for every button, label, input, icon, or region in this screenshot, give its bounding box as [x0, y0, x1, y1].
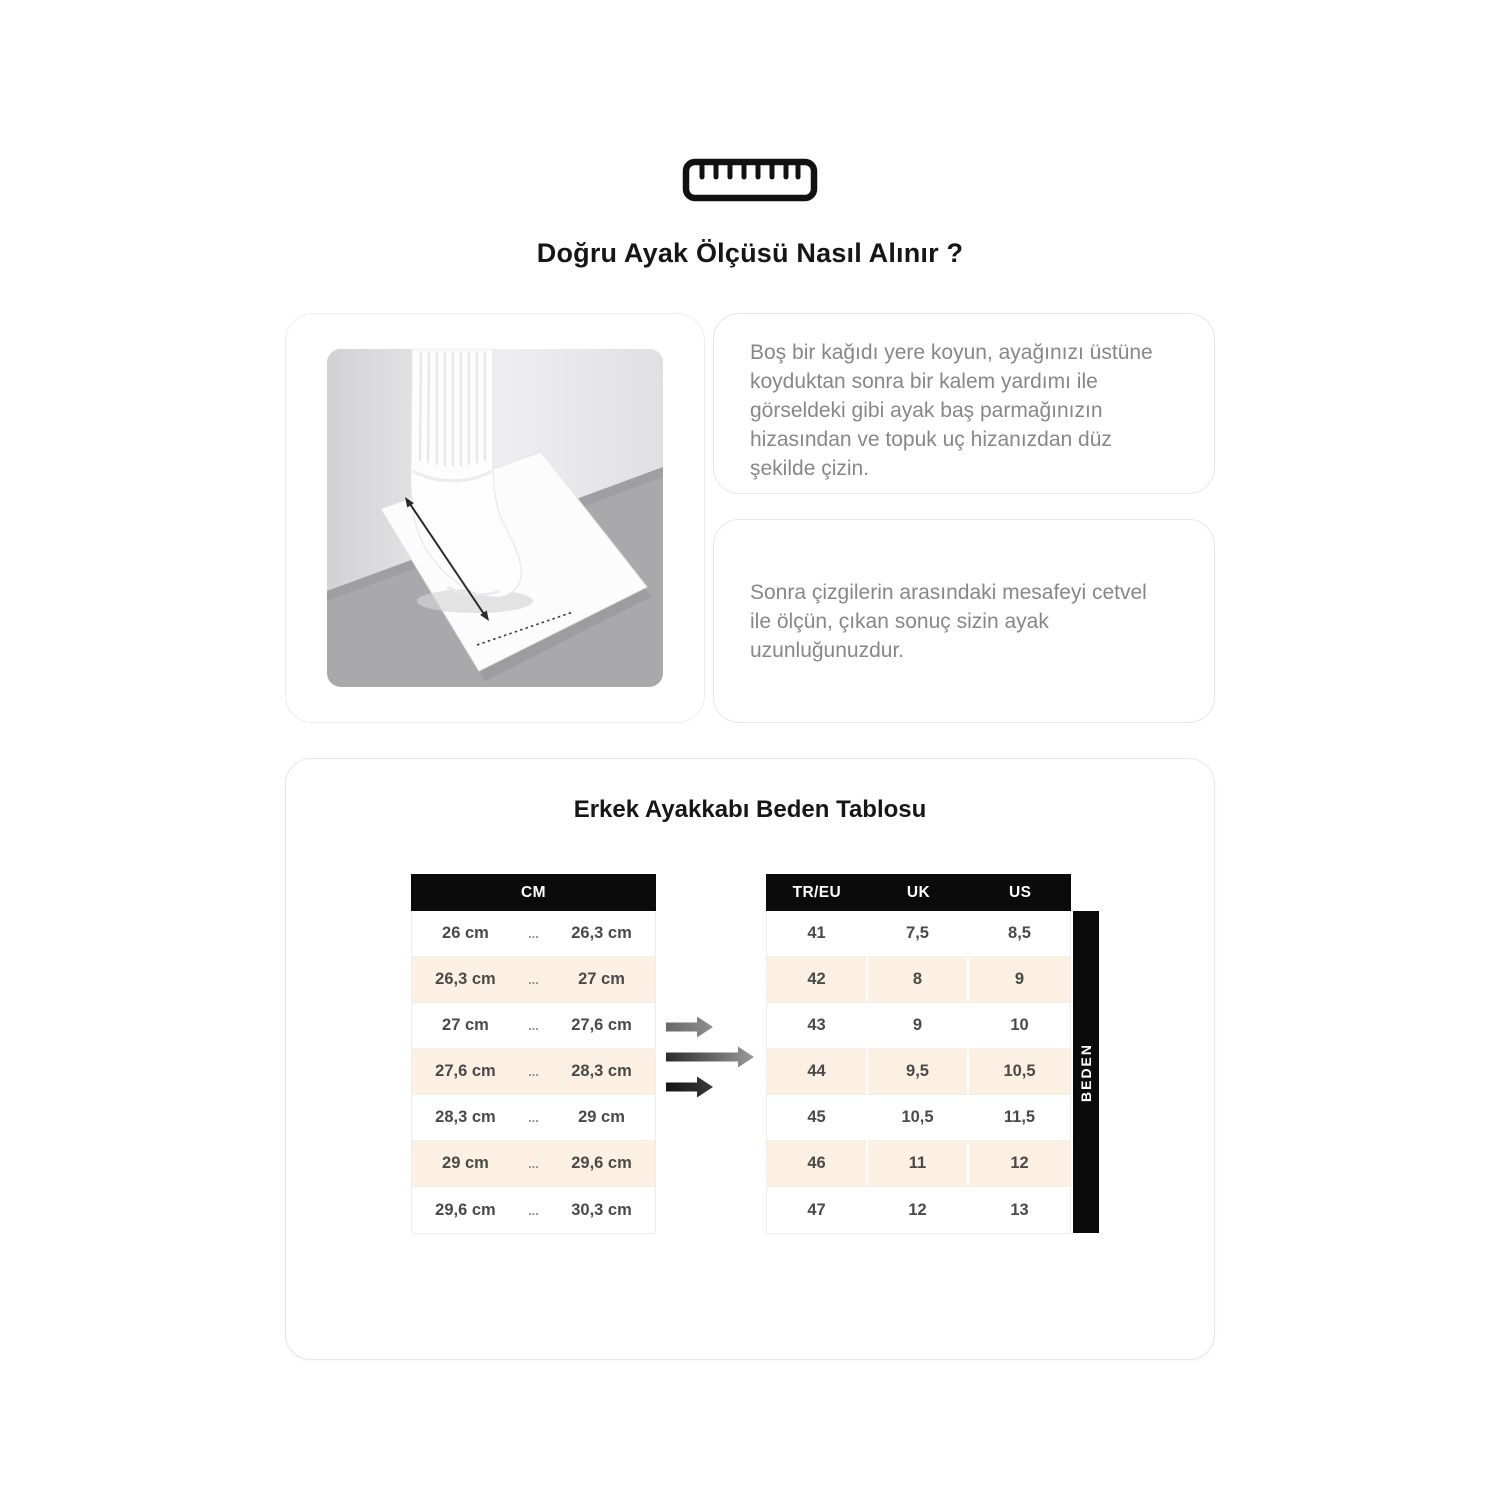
cm-range-from: 27 cm	[442, 1016, 489, 1034]
page-content	[285, 0, 1215, 1360]
cm-range-to: 27 cm	[578, 970, 625, 988]
cm-range-from: 28,3 cm	[435, 1108, 496, 1126]
measure-photo-card	[285, 313, 705, 723]
size-table-row	[767, 1141, 1070, 1187]
size-cell-us: 10	[1010, 1016, 1029, 1034]
cm-range-to: 29 cm	[578, 1108, 625, 1126]
cm-table-header: CM	[411, 874, 656, 911]
size-cell-uk: 10,5	[868, 1095, 969, 1140]
size-cell-uk: 12	[868, 1187, 969, 1233]
size-chart-title: Erkek Ayakkabı Beden Tablosu	[573, 796, 927, 823]
instruction-cards-column	[713, 313, 1215, 723]
cm-range-to: 30,3 cm	[571, 1200, 632, 1219]
ruler-icon	[682, 158, 818, 202]
foot-on-paper-illustration	[327, 349, 663, 687]
size-cell-treu: 46	[767, 1141, 868, 1186]
size-cell-treu: 42	[767, 957, 868, 1002]
cm-range-to: 29,6 cm	[571, 1154, 632, 1172]
size-cell-uk: 9	[868, 1003, 969, 1048]
transfer-arrows-icon	[666, 1016, 756, 1098]
cm-range-dots: ...	[528, 972, 539, 987]
size-table-row	[767, 911, 1070, 957]
size-table-row	[767, 1003, 1070, 1049]
beden-side-label: BEDEN	[1073, 911, 1099, 1233]
size-col-treu: TR/EU	[792, 883, 842, 901]
size-cell-us: 9	[1014, 970, 1025, 988]
cm-range-to: 28,3 cm	[571, 1062, 632, 1080]
cm-range-dots: ...	[528, 1202, 539, 1218]
ruler-icon-wrap	[285, 158, 1215, 202]
size-table-body	[766, 911, 1071, 1234]
arrows-box	[656, 874, 766, 1098]
cm-table-body	[411, 911, 656, 1234]
size-table-row	[767, 1049, 1070, 1095]
instruction-text-2: Sonra çizgilerin arasındaki mesafeyi cetvel ile ölçün, çıkan sonuç sizin ayak uzunluğunuzdur.	[750, 580, 1147, 662]
size-cell-us: 11,5	[1003, 1108, 1036, 1126]
cm-table-row	[412, 911, 655, 957]
cm-table-row	[412, 1187, 655, 1233]
cm-range-from: 26 cm	[442, 924, 489, 942]
size-table-row	[767, 1095, 1070, 1141]
size-col-us: US	[1008, 883, 1032, 901]
size-chart-card	[285, 758, 1215, 1360]
cm-range-dots: ...	[528, 1110, 539, 1125]
size-table-wrap	[766, 874, 1099, 1234]
instructions-row	[285, 313, 1215, 723]
size-cell-treu: 47	[767, 1187, 868, 1233]
size-cell-us: 13	[1010, 1200, 1029, 1219]
size-cell-treu: 45	[767, 1095, 868, 1140]
cm-table-row	[412, 1141, 655, 1187]
cm-range-dots: ...	[528, 1064, 539, 1079]
size-table-header	[766, 874, 1071, 911]
size-cell-treu: 41	[767, 911, 868, 956]
cm-range-dots: ...	[528, 1156, 539, 1171]
size-col-uk: UK	[906, 883, 931, 901]
cm-range-from: 26,3 cm	[435, 970, 496, 988]
foot-measure-photo	[327, 349, 663, 687]
size-cell-uk: 11	[868, 1141, 969, 1186]
cm-range-from: 29,6 cm	[435, 1200, 496, 1219]
size-chart-area	[286, 874, 1214, 1234]
cm-table	[411, 874, 656, 1234]
size-cell-treu: 44	[767, 1049, 868, 1094]
instruction-card-2	[713, 519, 1215, 723]
instruction-text-1: Boş bir kağıdı yere koyun, ayağınızı üstüne koyduktan sonra bir kalem yardımı ile görseldeki gibi ayak baş parmağınızın hizasından ve topuk uç hizanızdan düz şekilde çizin.	[750, 341, 1153, 480]
cm-range-dots: ...	[528, 926, 539, 941]
size-cell-us: 12	[1010, 1154, 1029, 1172]
cm-range-to: 27,6 cm	[571, 1016, 632, 1034]
instruction-card-1	[713, 313, 1215, 494]
cm-range-to: 26,3 cm	[571, 924, 632, 942]
size-cell-uk: 8	[868, 957, 969, 1002]
cm-table-row	[412, 1003, 655, 1049]
size-cell-uk: 7,5	[868, 911, 969, 956]
cm-range-from: 27,6 cm	[435, 1062, 496, 1080]
cm-table-row	[412, 1049, 655, 1095]
cm-table-row	[412, 1095, 655, 1141]
size-cell-uk: 9,5	[868, 1049, 969, 1094]
cm-range-dots: ...	[528, 1018, 539, 1033]
cm-table-row	[412, 957, 655, 1003]
size-table-row	[767, 957, 1070, 1003]
size-table	[766, 874, 1071, 1234]
size-cell-us: 10,5	[1003, 1062, 1036, 1080]
cm-range-from: 29 cm	[442, 1154, 489, 1172]
size-cell-us: 8,5	[1008, 924, 1031, 942]
size-cell-treu: 43	[767, 1003, 868, 1048]
page-title: Doğru Ayak Ölçüsü Nasıl Alınır ?	[536, 238, 964, 268]
size-table-row	[767, 1187, 1070, 1233]
